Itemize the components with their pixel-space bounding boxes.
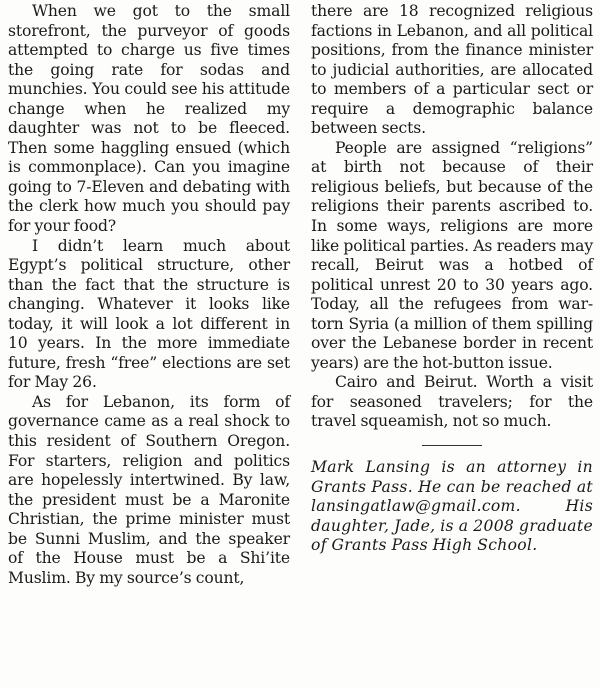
paragraph-religion-assignment: People are assigned “religions” at birth not because of their religious beliefs, but because of the religions their parents ascribed to. In some ways, religions are more like political parties. As readers may recall, Beirut was a hotbed of political unrest 20 to 30 years ago. Today, all the refugees from war-torn Syria (a million of them spilling over the Lebanese border in recent years) are the hot-button issue.: [311, 138, 593, 372]
paragraph-egypt-politics: I didn’t learn much about Egypt’s political structure, other than the fact that the structure is changing. Whatever it looks like today, it will look a lot different in 10 years. In the more immediate future, fresh “free” elections are set for May 26.: [8, 236, 290, 392]
paragraph-conclusion: Cairo and Beirut. Worth a visit for seasoned travelers; for the travel squeamish, not so much.: [311, 373, 593, 431]
right-column: [311, 2, 593, 556]
author-bio: Mark Lansing is an attorney in Grants Pass. He can be reached at lansingatlaw@gmail.com. His daughter, Jade, is a 2008 graduate of Grants Pass High School.: [311, 458, 593, 555]
bio-divider: [422, 445, 482, 446]
paragraph-lebanon-governance-continued: there are 18 recognized religious factions in Lebanon, and all political positions, from the finance minister to judicial authorities, are allocated to members of a particular sect or require a demographic balance between sects.: [311, 2, 593, 138]
paragraph-lebanon-governance: As for Lebanon, its form of governance came as a real shock to this resident of Southern Oregon. For starters, religion and politics are hopelessly intertwined. By law, the president must be a Maronite Christian, the prime minister must be Sunni Muslim, and the speaker of the House must be a Shi’ite Muslim. By my source’s count,: [8, 392, 290, 587]
left-column: [8, 2, 290, 588]
paragraph-storefront: When we got to the small storefront, the purveyor of goods attempted to charge us five times the going rate for sodas and munchies. You could see his attitude change when he realized my daughter was not to be fleeced. Then some haggling ensued (which is commonplace). Can you imagine going to 7-Eleven and debating with the clerk how much you should pay for your food?: [8, 2, 290, 236]
